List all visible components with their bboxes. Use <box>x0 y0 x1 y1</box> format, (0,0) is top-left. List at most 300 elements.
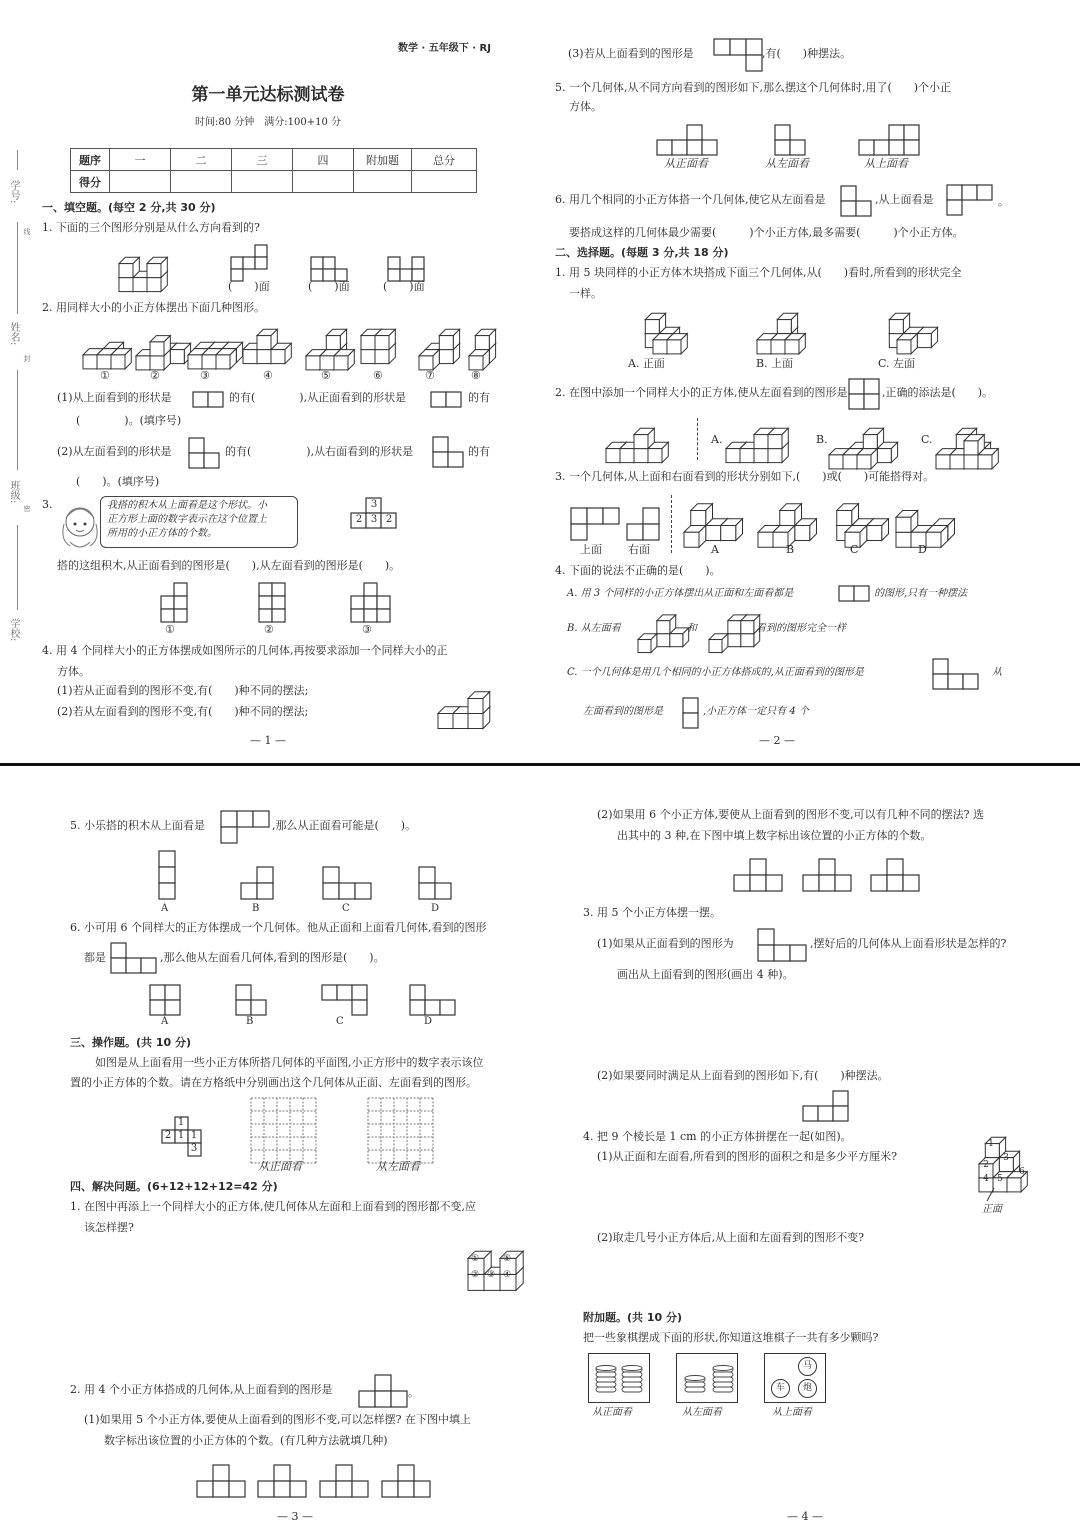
option-text: 左面看到的图形是 <box>583 706 663 717</box>
cube-front-face <box>684 532 699 547</box>
grid-cell <box>702 140 717 155</box>
answer-blank[interactable]: ( )面 <box>383 280 425 293</box>
grid-cell <box>904 140 919 155</box>
bubble-line: 所用的小正方体的个数。 <box>107 528 217 539</box>
answer-grid[interactable] <box>870 858 920 892</box>
grid-cell <box>859 140 874 155</box>
question-text: ( )。(填序号) <box>76 414 182 427</box>
grid-cell <box>231 257 243 269</box>
option-text[interactable]: 看到的图形完全一样 <box>756 623 846 634</box>
exam-subtitle: 时间:80 分钟 满分:100+10 分 <box>194 117 342 128</box>
score-cell[interactable] <box>171 171 232 193</box>
grid-cell <box>257 867 273 883</box>
grid-cell <box>352 1481 368 1497</box>
answer-grid[interactable] <box>381 1464 431 1498</box>
view-grid <box>757 928 807 962</box>
view-label: 从正面看 <box>258 1160 302 1173</box>
chess-piece-top <box>685 1376 705 1381</box>
view-label: 从左面看 <box>765 157 809 170</box>
grid-cell <box>159 883 175 899</box>
view-grid <box>350 582 391 623</box>
cube-figure <box>638 306 701 355</box>
grid-cell <box>818 1106 833 1121</box>
figure-label: ⑦ <box>425 369 435 382</box>
answer-blank[interactable]: ( )面 <box>228 280 270 293</box>
grid-cell <box>355 883 371 899</box>
option-text[interactable]: B. 从左面看 <box>567 623 621 634</box>
grid-cell <box>643 524 659 540</box>
cube <box>857 449 877 469</box>
grid-cell <box>889 140 904 155</box>
grid-number: 2 <box>355 514 363 525</box>
grid-cell <box>161 609 174 622</box>
grid-cell <box>336 1481 352 1497</box>
cube-front-face <box>889 320 903 334</box>
cube-number: ① <box>470 1254 480 1264</box>
view-grid <box>409 984 456 1016</box>
page-number: — 4 — <box>787 1510 823 1523</box>
question-text: 置的小正方体的个数。请在方格纸中分别画出这个几何体从正面、左面看到的图形。 <box>70 1076 477 1089</box>
figure-label: ② <box>150 369 160 382</box>
answer-grid[interactable] <box>196 1464 246 1498</box>
cube-front-face <box>136 356 150 370</box>
grid-cell <box>208 392 223 407</box>
grid-cell <box>159 851 175 867</box>
grid-cell <box>272 583 285 596</box>
cube-front-face <box>726 449 740 463</box>
option-label[interactable]: A. 正面 <box>628 357 665 370</box>
dashed-divider <box>697 418 698 460</box>
cube-front-face <box>150 356 164 370</box>
view-grid <box>430 391 462 408</box>
grid-number: 3 <box>370 499 378 510</box>
view-label: 从左面看 <box>376 1160 420 1173</box>
grid-cell <box>871 875 887 891</box>
grid-cell <box>435 883 451 899</box>
cube-number: 4 <box>983 1174 989 1184</box>
drawing-grid-left[interactable] <box>367 1097 434 1164</box>
question-text: 2. 用同样大小的小正方体摆出下面几种图形。 <box>42 301 265 314</box>
question-text: 5. 一个几何体,从不同方向看到的图形如下,那么摆这个几何体时,用了( )个小正 <box>555 81 952 94</box>
chess-piece-layer <box>622 1382 642 1387</box>
grid-cell <box>272 596 285 609</box>
view-label: 从正面看 <box>664 157 708 170</box>
grid-number: 2 <box>385 514 393 525</box>
view-grid <box>932 658 979 690</box>
question-text: 搭的这组积木,从正面看到的图形是( ),从左面看到的图形是( )。 <box>57 559 401 572</box>
cube-figure <box>882 306 945 355</box>
section-heading: 一、填空题。(每空 2 分,共 30 分) <box>42 201 216 214</box>
table-header: 二 <box>171 149 232 171</box>
grid-cell <box>849 394 864 409</box>
view-label: 上面 <box>580 543 602 556</box>
grid-cell <box>571 508 587 524</box>
cube-front-face <box>375 350 389 364</box>
view-grid <box>322 866 372 900</box>
cube <box>326 329 346 349</box>
cube-front-face <box>334 356 348 370</box>
grid-cell <box>657 140 672 155</box>
cube-figure <box>756 306 819 355</box>
question-text: ( )。(填序号) <box>76 475 160 488</box>
grid-cell <box>672 140 687 155</box>
cube-front-face <box>468 714 483 729</box>
page-number: — 2 — <box>759 734 795 747</box>
view-grid <box>774 124 806 156</box>
answer-grid[interactable] <box>802 858 852 892</box>
grid-cell <box>947 200 962 215</box>
grid-cell <box>750 875 766 891</box>
cube-front-face <box>320 356 334 370</box>
view-grid <box>570 507 620 541</box>
cube-figure <box>757 496 824 548</box>
cube-front-face <box>653 340 667 354</box>
grid-number: 1 <box>190 1130 198 1141</box>
question-text: 方体。 <box>57 665 90 678</box>
grid-cell <box>425 1000 440 1015</box>
cube-number: ④ <box>502 1270 512 1280</box>
chess-front-view <box>588 1353 650 1403</box>
cube-front-face <box>897 340 911 354</box>
question-text: (2)如果用 6 个小正方体,要使从上面看到的图形不变,可以有几种不同的摆法? 选 <box>597 808 984 821</box>
cube-front-face <box>1007 1178 1021 1192</box>
grid-cell <box>977 185 992 200</box>
cube-front-face <box>780 511 795 526</box>
cube-front-face <box>620 449 634 463</box>
section-heading: 四、解决问题。(6+12+12+12=42 分) <box>70 1180 278 1193</box>
figure-label: ① <box>100 369 110 382</box>
chess-stack-icon <box>595 1364 617 1395</box>
grid-cell <box>197 1481 213 1497</box>
question-text: ,从上面看是 <box>875 193 934 206</box>
section-heading: 二、选择题。(每题 3 分,共 18 分) <box>555 246 729 259</box>
grid-cell <box>174 609 187 622</box>
question-text: 6. 小可用 6 个同样大的正方体摆成一个几何体。他从正面和上面看几何体,看到的图形 <box>70 921 487 934</box>
question-text: ,正确的添法是( )。 <box>882 386 994 399</box>
view-grid <box>656 124 718 156</box>
cube-figure <box>683 496 750 548</box>
grid-cell <box>571 524 587 540</box>
cube-front-face <box>439 336 453 350</box>
cube <box>657 615 676 634</box>
cube-front-face <box>917 334 931 348</box>
bubble-line: 正方形上面的数字表示在这个位置上 <box>107 514 267 525</box>
score-table-header-row <box>71 149 477 171</box>
grid-cell <box>414 1481 430 1497</box>
cube-figure <box>829 496 896 548</box>
cube-front-face <box>768 435 782 449</box>
grid-cell <box>382 1481 398 1497</box>
option-label[interactable]: C. 左面 <box>878 357 916 370</box>
cube <box>468 692 490 714</box>
cube-front-face <box>857 455 871 469</box>
grid-cell <box>746 39 762 55</box>
cube <box>709 634 728 653</box>
cube-number: 5 <box>997 1174 1003 1184</box>
grid-cell <box>253 811 269 827</box>
grid-cell <box>274 1481 290 1497</box>
cube-front-face <box>728 634 741 647</box>
option-label[interactable]: B <box>246 1016 254 1027</box>
view-grid <box>149 984 181 1016</box>
question-text: ,那么他从左面看几何体,看到的图形是( )。 <box>160 951 385 964</box>
option-text: 和 <box>687 623 697 634</box>
cube-front-face <box>111 355 125 369</box>
view-grid <box>358 1374 408 1408</box>
seal-mark: 线 <box>23 228 31 235</box>
grid-cell <box>849 379 864 394</box>
view-grid <box>802 1090 849 1122</box>
grid-cell <box>229 1481 245 1497</box>
grid-cell <box>375 1391 391 1407</box>
cube-front-face <box>740 449 754 463</box>
cube-front-face <box>768 449 782 463</box>
question-text: (1)从正面和左面看,所看到的图形的面积之和是多少平方厘米? <box>597 1150 897 1163</box>
chess-piece-chariot: 车 <box>771 1379 790 1398</box>
chess-piece-layer <box>685 1382 705 1387</box>
grid-cell <box>323 257 335 269</box>
grid-cell <box>854 586 869 601</box>
grid-cell <box>237 811 253 827</box>
score-cell[interactable] <box>354 171 412 193</box>
answer-grid[interactable] <box>733 858 783 892</box>
grid-cell <box>856 201 871 216</box>
question-text: 2. 在图中添加一个同样大小的正方体,使从左面看到的图形是 <box>555 386 848 399</box>
chess-piece-layer <box>713 1387 733 1392</box>
option-label[interactable]: A <box>161 903 169 914</box>
grid-cell <box>377 596 390 609</box>
cube <box>667 334 687 354</box>
cube <box>645 313 665 333</box>
grid-cell <box>290 1481 306 1497</box>
drawing-grid-front[interactable] <box>250 1097 317 1164</box>
score-table-row <box>71 171 477 193</box>
grid-cell <box>410 985 425 1000</box>
grid-cell <box>419 883 435 899</box>
grid-cell <box>322 985 337 1000</box>
margin-line <box>17 525 18 610</box>
page-number: — 1 — <box>250 734 286 747</box>
cube <box>119 257 139 277</box>
cube-front-face <box>147 278 161 292</box>
grid-cell <box>241 883 257 899</box>
view-label: 从上面看 <box>772 1407 812 1418</box>
grid-cell <box>391 1391 407 1407</box>
score-cell[interactable] <box>232 171 293 193</box>
cube-front-face <box>645 320 659 334</box>
cube <box>926 526 948 548</box>
grid-cell <box>440 1000 455 1015</box>
option-text[interactable]: C. 一个几何体是用几个相同的小正方体搭成的,从正面看到的图形是 <box>567 667 864 678</box>
cube <box>837 504 859 526</box>
option-label[interactable]: C <box>342 903 350 914</box>
cube <box>475 329 495 349</box>
chess-stack-icon <box>684 1374 706 1395</box>
cube-figure <box>118 250 175 293</box>
table-header: 总分 <box>412 149 477 171</box>
chess-piece-layer <box>713 1377 733 1382</box>
cube <box>684 526 706 548</box>
cube-front-face <box>638 640 651 653</box>
cube-front-face <box>843 455 857 469</box>
cube-front-face <box>657 634 670 647</box>
question-text: 3. 一个几何体,从上面和右面看到的形状分别如下,( )或( )可能搭得对。 <box>555 470 935 483</box>
view-grid <box>682 697 699 729</box>
answer-grid[interactable] <box>319 1464 369 1498</box>
cube-front-face <box>468 699 483 714</box>
cube-front-face <box>721 526 736 541</box>
question-text: 4. 用 4 个同样大小的正方体摆成如图所示的几何体,再按要求添加一个同样大小的正 <box>42 644 448 657</box>
question-text: 2. 用 4 个小正方体搭成的几何体,从上面看到的图形是 <box>70 1383 333 1396</box>
option-label[interactable]: C <box>336 1016 344 1027</box>
grid-cell <box>221 827 237 843</box>
option-text: 从 <box>992 667 1002 678</box>
question-text: ,有( )种摆法。 <box>762 47 852 60</box>
cube-front-face <box>170 350 184 364</box>
option-label[interactable]: B <box>252 903 260 914</box>
question-text: (1)从上面看到的形状是 <box>57 391 172 404</box>
cube <box>964 435 984 455</box>
table-header: 三 <box>232 149 293 171</box>
view-grid <box>235 984 267 1016</box>
grid-cell <box>255 257 267 269</box>
cube-front-face <box>667 340 681 354</box>
option-label[interactable]: B. <box>816 433 828 446</box>
grid-cell <box>841 186 856 201</box>
cube-front-face <box>257 336 271 350</box>
cube <box>150 336 170 356</box>
cube-front-face <box>795 526 810 541</box>
chess-piece-layer <box>713 1372 733 1377</box>
grid-cell <box>750 859 766 875</box>
grid-cell <box>174 596 187 609</box>
cube-front-face <box>829 455 843 469</box>
arrow-icon <box>985 1188 995 1202</box>
grid-cell <box>775 140 790 155</box>
cube <box>780 504 802 526</box>
cube-front-face <box>741 621 754 634</box>
grid-cell <box>336 1465 352 1481</box>
view-grid <box>160 582 188 623</box>
option-label[interactable]: D <box>424 1016 433 1027</box>
section-heading: 附加题。(共 10 分) <box>583 1311 683 1324</box>
question-text: 1. 在图中再添上一个同样大小的正方体,使几何体从左面和上面看到的图形都不变,应 <box>70 1200 476 1213</box>
grid-cell <box>734 875 750 891</box>
option-label[interactable]: B <box>786 543 795 556</box>
view-grid <box>387 256 425 282</box>
option-label[interactable]: A. <box>711 433 723 446</box>
option-text[interactable]: 的图形,只有一种摆法 <box>874 588 968 599</box>
grid-cell <box>933 674 948 689</box>
cube-figure <box>187 335 250 370</box>
answer-blank[interactable]: ( )面 <box>308 280 350 293</box>
grid-number: 1 <box>177 1130 185 1141</box>
grid-cell <box>274 1465 290 1481</box>
score-cell[interactable] <box>110 171 171 193</box>
grid-cell <box>258 1481 274 1497</box>
grid-cell <box>204 453 219 468</box>
girl-illustration-icon <box>58 500 102 552</box>
grid-cell <box>766 875 782 891</box>
cube-front-face <box>361 336 375 350</box>
grid-cell <box>352 985 367 1000</box>
cube <box>257 329 277 349</box>
chess-piece-layer <box>622 1377 642 1382</box>
grid-cell <box>174 583 187 596</box>
option-label[interactable]: A <box>711 543 719 556</box>
bubble-line: 我搭的积木从上面看是这个形状。小 <box>107 500 267 511</box>
grid-cell <box>419 867 435 883</box>
grid-cell <box>790 140 805 155</box>
option-label[interactable]: A <box>161 1016 169 1027</box>
question-text: 都是 <box>84 951 106 964</box>
cube-front-face <box>606 449 620 463</box>
cube-number: ③ <box>486 1270 496 1280</box>
view-grid <box>158 850 176 900</box>
page-number: — 3 — <box>277 1510 313 1523</box>
score-table <box>70 148 477 193</box>
grid-number: 3 <box>190 1143 198 1154</box>
question-text: 把一些象棋摆成下面的形状,你知道这堆棋子一共有多少颗吗? <box>583 1331 879 1344</box>
option-text[interactable]: A. 用 3 个同样的小正方体摆出从正面和左面看都是 <box>567 588 794 599</box>
answer-grid[interactable] <box>257 1464 307 1498</box>
grid-cell <box>323 883 339 899</box>
option-label[interactable]: D <box>431 903 440 914</box>
cube-front-face <box>326 336 340 350</box>
grid-cell <box>947 185 962 200</box>
option-label[interactable]: C <box>850 543 859 556</box>
question-text: 一样。 <box>569 287 602 300</box>
question-text: 要搭成这样的几何体最少需要( )个小正方体,最多需要( )个小正方体。 <box>569 226 964 239</box>
option-label[interactable]: D <box>918 543 927 556</box>
grid-cell <box>311 257 323 269</box>
option-label[interactable]: B. 上面 <box>756 357 794 370</box>
question-text: 4. 把 9 个棱长是 1 cm 的小正方体拼摆在一起(如图)。 <box>583 1130 852 1143</box>
cube-front-face <box>867 526 882 541</box>
question-text: ,那么从正面看可能是( )。 <box>272 819 417 832</box>
grid-cell <box>255 245 267 257</box>
score-cell[interactable] <box>293 171 354 193</box>
cube-front-face <box>306 356 320 370</box>
grid-cell <box>433 437 448 452</box>
view-label: 从正面看 <box>592 1407 632 1418</box>
cube-figure <box>437 684 498 730</box>
figure-label: ③ <box>362 623 372 636</box>
cube <box>334 350 354 370</box>
grid-cell <box>887 875 903 891</box>
grid-cell <box>819 859 835 875</box>
cube-front-face <box>670 634 683 647</box>
cube-figure <box>895 496 962 548</box>
option-label[interactable]: C. <box>921 433 933 446</box>
grid-cell <box>259 609 272 622</box>
grid-cell <box>213 1481 229 1497</box>
cube-front-face <box>419 356 433 370</box>
grid-cell <box>364 596 377 609</box>
grid-cell <box>141 958 156 973</box>
margin-label-class: 班级: <box>8 480 19 504</box>
score-cell[interactable] <box>412 171 477 193</box>
chess-piece-layer <box>596 1377 616 1382</box>
cube-number: 3 <box>1003 1153 1009 1163</box>
cube-front-face <box>657 621 670 634</box>
page-title: 第一单元达标测试卷 <box>191 85 345 105</box>
question-text: (2)从左面看到的形状是 <box>57 445 172 458</box>
grid-cell <box>320 1481 336 1497</box>
question-text: (3)若从上面看到的图形是 <box>568 47 694 60</box>
grid-cell <box>126 958 141 973</box>
cube-number: 6 <box>1019 1167 1025 1177</box>
